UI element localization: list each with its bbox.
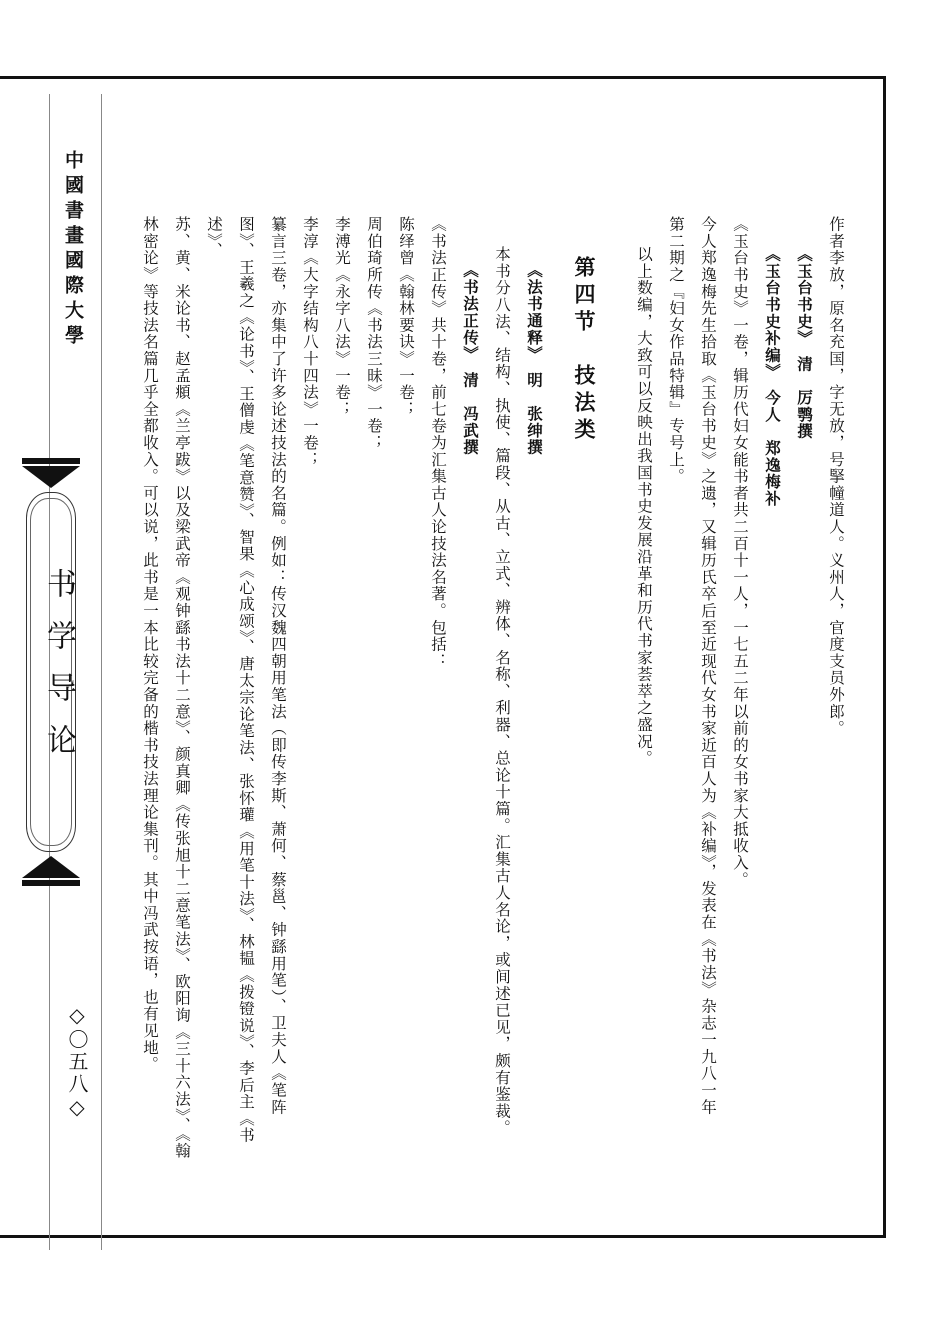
text-line: 图》、王羲之《论书》、王僧虔《笔意赞》、智果《心成颂》、唐太宗论笔法、张怀瓘《用笔十法》、林韫《拨镫说》、李后主《书述》、 (205, 216, 255, 1144)
text-body (134, 216, 852, 1176)
text-line: 《玉台书史》一卷，辑历代妇女能书者共二百十一人，一七五二年以前的女书家大抵收入。 (731, 216, 749, 888)
book-entry-heading: 《玉台书史》 清 厉鹗撰 (795, 246, 814, 440)
text-line: 苏、黄、米论书、赵孟頫《兰亭跋》以及梁武帝《观钟繇书法十二意》、颜真卿《传张旭十二意笔法》、欧阳询《三十六法》、《翰 (173, 216, 191, 1160)
section-heading: 第四节 技法类 (572, 256, 597, 445)
book-title-cartouche (22, 458, 80, 886)
text-line: 以上数编，大致可以反映出我国书史发展沿革和历代书家荟萃之盛况。 (635, 246, 653, 767)
text-line: 陈绎曾《翰林要诀》一卷； (397, 216, 415, 418)
cartouche-bottom-cap (22, 856, 80, 878)
text-line: 周伯琦所传《书法三昧》一卷； (365, 216, 383, 452)
text-line: 《书法正传》共十卷，前七卷为汇集古人论技法名著。包括： (429, 216, 447, 670)
university-name: 中國書畫國際大學 (62, 150, 84, 350)
book-entry-heading: 《玉台书史补编》 今人 郑逸梅补 (763, 246, 782, 508)
book-entry-heading: 《法书通释》 明 张绅撰 (525, 262, 544, 456)
cartouche-bottom-bar (22, 880, 80, 886)
text-line: 林密论》等技法名篇几乎全都收入。可以说，此书是一本比较完备的楷书技法理论集刊。其中冯武按语，也有见地。 (141, 216, 159, 1073)
page-number: ◇〇五八◇ (65, 1003, 89, 1121)
text-line: 纂言三卷，亦集中了许多论述技法的名篇。例如：传汉魏四朝用笔法（即传李斯、萧何、蔡邕、钟繇用笔）、卫夫人《笔阵 (269, 216, 287, 1116)
text-line: 第二期之『妇女作品特辑』专号上。 (667, 216, 685, 485)
book-title: 书学导论 (41, 568, 76, 776)
text-line: 本书分八法、结构、执使、篇段、从古、立式、辨体、名称、利器、总论十篇。汇集古人名论，或间述已见，颇有鉴裁。 (493, 246, 511, 1137)
book-entry-heading: 《书法正传》 清 冯武撰 (461, 262, 480, 456)
cartouche-top-cap (22, 466, 80, 488)
text-line: 今人郑逸梅先生拾取《玉台书史》之遗，又辑历氏卒后至近现代女书家近百人为《补编》，发表在《书法》杂志一九八一年 (699, 216, 717, 1116)
margin-rule-inner (101, 94, 102, 1250)
text-line: 作者李放，原名充国，字无放，号掔幢道人。义州人，官度支员外郎。 (827, 216, 845, 737)
text-line: 李溥光《永字八法》一卷； (333, 216, 351, 418)
cartouche-top-bar (22, 458, 80, 464)
text-line: 李淳《大字结构八十四法》一卷； (301, 216, 319, 468)
